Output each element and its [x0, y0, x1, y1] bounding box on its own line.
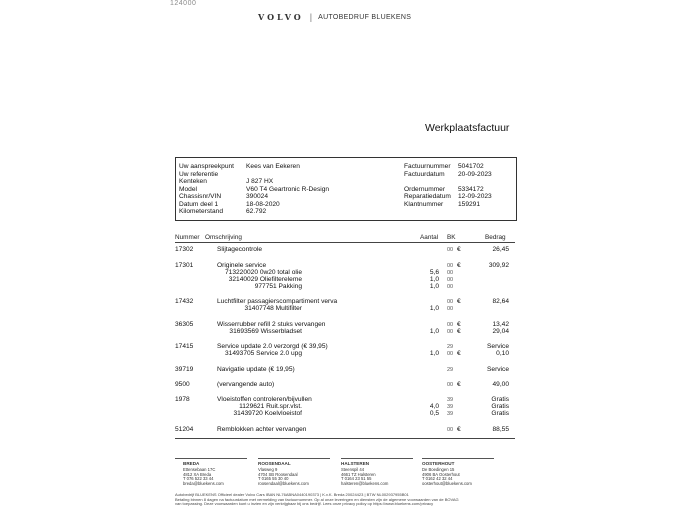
info-label: Factuurnummer	[404, 163, 451, 170]
info-label: Kilometerstand	[179, 208, 223, 215]
col-header-bedrag: Bedrag	[485, 234, 506, 241]
line-description: 31493705 Service 2.0 upg	[225, 350, 302, 357]
line-bk: 00	[447, 322, 454, 328]
invoice-info-box	[175, 157, 517, 221]
info-label: Model	[179, 185, 197, 193]
footer-divider	[258, 458, 330, 459]
line-bk: 00	[447, 247, 454, 253]
footer-location	[258, 462, 309, 487]
line-currency: €	[457, 246, 461, 253]
line-number: 17432	[175, 298, 194, 305]
brand-separator: |	[309, 12, 313, 22]
table-bottom-divider	[175, 438, 515, 439]
line-quantity: 1,0	[429, 283, 439, 290]
footer-divider	[422, 458, 494, 459]
line-bk: 00	[447, 427, 454, 433]
info-label: Datum deel 1	[179, 200, 219, 208]
info-value: 5334172	[458, 185, 484, 193]
info-label: Uw referentie	[179, 170, 219, 178]
line-amount: 26,45	[492, 246, 509, 253]
line-amount: 82,64	[492, 298, 509, 305]
line-bk: 29	[447, 344, 454, 350]
line-amount: 49,00	[492, 381, 509, 388]
line-description: 31693569 Wisserbladset	[229, 328, 302, 335]
line-description: 977751 Pakking	[254, 283, 302, 290]
line-amount: Service	[487, 366, 509, 373]
line-number: 51204	[175, 426, 194, 433]
info-label: Ordernummer	[404, 185, 446, 193]
line-currency: €	[457, 350, 461, 357]
info-label: Kenteken	[179, 178, 207, 185]
line-description: Service update 2.0 verzorgd (€ 39,95)	[217, 343, 328, 350]
footer-address-line: 4661 TZ Halsteren	[341, 471, 376, 477]
line-amount: 13,42	[492, 321, 509, 328]
line-bk: 39	[447, 411, 454, 417]
info-label: Uw aanspreekpunt	[179, 163, 234, 170]
info-value: 12-09-2023	[458, 193, 492, 200]
line-description: Wisserrubber refill 2 stuks vervangen	[217, 321, 326, 328]
col-header-nummer: Nummer	[175, 234, 200, 241]
footer-location-name: ROOSENDAAL	[258, 461, 291, 466]
footer-email-link[interactable]: halsteren@bluekens.com	[341, 481, 389, 487]
dealer-name: AUTOBEDRUF BLUEKENS	[318, 13, 412, 21]
line-quantity: 4,0	[429, 403, 439, 410]
legal-line: Betaling binnen 8 dagen na factuurdatum met vermelding van factuurnummer. Op al onze leveringen en diensten zijn de algemene voorwaarden van de BOVAG	[175, 496, 459, 502]
footer-divider	[175, 458, 247, 459]
line-currency: €	[457, 262, 461, 269]
footer-address-line: Vlasweg 9	[258, 466, 278, 472]
footer-address-line: T 0164 23 51 55	[341, 476, 372, 482]
footer-email-link[interactable]: breda@bluekens.com	[183, 481, 224, 487]
line-amount: 88,55	[492, 426, 509, 433]
footer-address-line: De Boedingen 15	[422, 466, 455, 472]
line-description: Vloeistoffen controleren/bijvullen	[217, 396, 312, 403]
line-bk: 00	[447, 277, 454, 283]
line-number: 9500	[175, 381, 190, 388]
line-currency: €	[457, 328, 461, 335]
footer-location-name: BREDA	[183, 461, 200, 466]
footer-location	[183, 462, 224, 487]
line-bk: 00	[447, 351, 454, 357]
line-amount: 309,92	[488, 262, 509, 269]
line-amount: Gratis	[491, 410, 509, 417]
line-number: 1978	[175, 396, 190, 403]
line-description: Remblokken achter vervangen	[217, 426, 307, 433]
line-bk: 39	[447, 404, 454, 410]
info-value: 18-08-2020	[246, 200, 280, 208]
info-value: 5041702	[458, 163, 484, 170]
col-header-aantal: Aantal	[420, 234, 439, 241]
line-bk: 39	[447, 397, 454, 403]
line-amount: Gratis	[491, 403, 509, 410]
footer-address-line: T 076 522 33 44	[183, 476, 214, 482]
line-description: (vervangende auto)	[217, 381, 275, 388]
info-label: Reparatiedatum	[404, 193, 451, 200]
footer-address-line: Ettensebaan 17C	[183, 466, 216, 472]
line-currency: €	[457, 381, 461, 388]
line-currency: €	[457, 298, 461, 305]
line-bk: 00	[447, 329, 454, 335]
line-bk: 00	[447, 306, 454, 312]
line-bk: 00	[447, 270, 454, 276]
legal-text	[175, 493, 515, 507]
line-bk: 00	[447, 299, 454, 305]
info-label: Factuurdatum	[404, 170, 445, 178]
footer-divider	[341, 458, 413, 459]
info-value: 159291	[458, 200, 481, 208]
line-quantity: 1,0	[429, 305, 439, 312]
table-header-divider	[175, 242, 515, 243]
info-label: Chassisnr/VIN	[179, 193, 222, 200]
line-number: 39719	[175, 366, 194, 373]
footer-address-line: T 0165 55 30 40	[258, 476, 289, 482]
footer-location	[422, 462, 472, 487]
brand-header	[258, 12, 411, 22]
info-value: 62.792	[246, 208, 267, 215]
col-header-omschrijving: Omschrijving	[205, 234, 242, 241]
info-value: 390024	[246, 193, 269, 200]
line-description: 31439720 Koelvloeistof	[233, 410, 302, 417]
info-value: J 827 HX	[246, 178, 274, 185]
line-bk: 00	[447, 382, 454, 388]
info-label: Klantnummer	[404, 200, 444, 208]
line-bk: 00	[447, 263, 454, 269]
document-number-corner: 124000	[170, 0, 197, 7]
legal-line: van toepassing. Deze voorwaarden kunt u inzien en zijn verkrijgbaar bij ons bedrijf. Lees onze privacy policy op https://www.bluekens.com/privacy	[175, 501, 434, 507]
col-header-bk: BK	[447, 234, 456, 241]
line-bk: 29	[447, 367, 454, 373]
brand-logo: VOLVO	[258, 12, 304, 22]
footer-email-link[interactable]: roosendaal@bluekens.com	[258, 481, 309, 487]
legal-line: Autobedrijf BLUEKENS Officieel dealer Volvo Cars IBAN NL76ABNA0440190373 | K.v.K. Breda 20024423 | BTW NL002937955B01	[175, 492, 409, 497]
line-currency: €	[457, 426, 461, 433]
line-number: 17415	[175, 343, 194, 350]
line-amount: Gratis	[491, 396, 509, 403]
line-amount: 29,04	[492, 328, 509, 335]
line-description: Slijtagecontrole	[217, 246, 263, 253]
line-description: Originele service	[217, 262, 267, 269]
info-value: 20-09-2023	[458, 170, 492, 178]
footer-location-name: HALSTEREN	[341, 461, 370, 466]
line-currency: €	[457, 321, 461, 328]
footer-address-line: 4704 SB Roosendaal	[258, 471, 298, 477]
line-quantity: 0,5	[429, 410, 439, 417]
footer-address-line: T 0162 42 32 44	[422, 476, 453, 482]
info-value: Kees van Eekeren	[246, 163, 300, 170]
line-number: 17302	[175, 246, 194, 253]
line-description: 713220020 0w20 total olie	[225, 269, 302, 276]
line-amount: 0,10	[496, 350, 509, 357]
line-description: Navigatie update (€ 19,95)	[217, 366, 295, 373]
footer-location	[341, 462, 388, 487]
footer-address-line: 4906 BA Oosterhout	[422, 471, 460, 477]
line-number: 17301	[175, 262, 194, 269]
line-quantity: 1,0	[429, 276, 439, 283]
footer-location-name: OOSTERHOUT	[422, 461, 455, 466]
line-quantity: 5,6	[429, 269, 439, 276]
footer-address-line: Steenspil 44	[341, 466, 365, 472]
info-value: V60 T4 Geartronic R-Design	[246, 185, 330, 193]
line-number: 36305	[175, 321, 194, 328]
line-description: 31407748 Multifilter	[244, 305, 302, 312]
footer-email-link[interactable]: oosterhout@bluekens.com	[422, 481, 472, 487]
line-description: 1129621 Ruit.spr.vlst.	[239, 403, 302, 410]
line-description: Luchtfilter passagierscompartiment verva	[217, 298, 338, 305]
footer-address-line: 4812 XA Breda	[183, 471, 212, 477]
document-title: Werkplaatsfactuur	[425, 122, 510, 134]
line-amount: Service	[487, 343, 509, 350]
line-bk: 00	[447, 284, 454, 290]
line-quantity: 1,0	[429, 350, 439, 357]
line-description: 32140029 Oliefiltereleme	[228, 276, 302, 283]
line-quantity: 1,0	[429, 328, 439, 335]
